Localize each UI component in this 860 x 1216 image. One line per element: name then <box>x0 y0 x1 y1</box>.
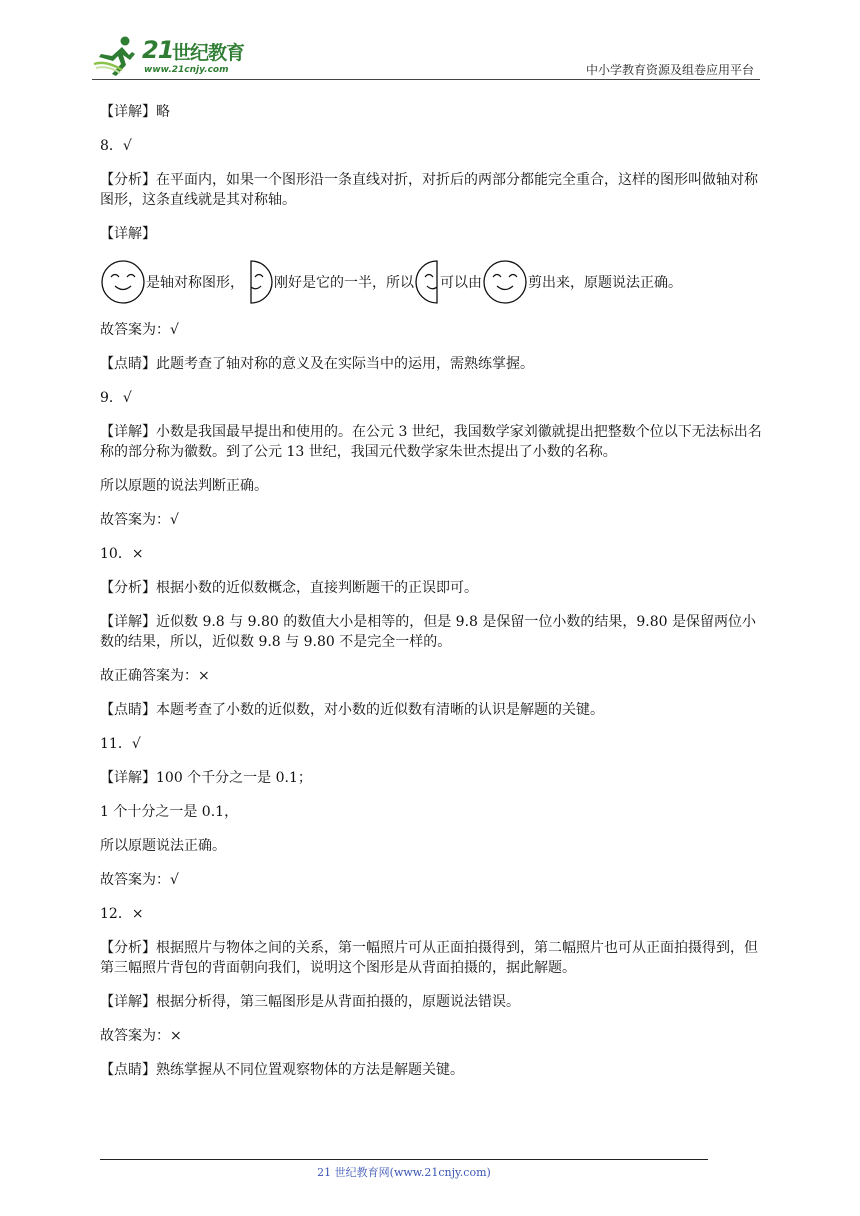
site-logo[interactable] <box>92 34 262 78</box>
page-header <box>92 30 760 80</box>
q11-number: 11．√ <box>100 736 141 752</box>
smiley-full-icon <box>482 259 528 305</box>
q7-detail: 【详解】略 <box>100 104 170 120</box>
q9-answer: 故答案为：√ <box>100 512 179 528</box>
q12-answer: 故答案为：× <box>100 1028 182 1044</box>
q8-fig-text-1: 是轴对称图形， <box>146 275 244 291</box>
smiley-full-icon <box>100 259 146 305</box>
q10-detail: 【详解】近似数 9.8 与 9.80 的数值大小是相等的，但是 9.8 是保留一位小数的结果，9.80 是保留两位小数的结果，所以，近似数 9.8 与 9.80 不是完全一样的。 <box>100 614 757 650</box>
q12-detail: 【详解】根据分析得，第三幅图形是从背面拍摄的，原题说法错误。 <box>100 994 520 1010</box>
q8-fig-text-3: 可以由 <box>440 275 482 291</box>
header-divider <box>92 79 760 80</box>
q11-detail: 【详解】100 个千分之一是 0.1； <box>100 770 312 786</box>
q9-conclusion: 所以原题的说法判断正确。 <box>100 478 268 494</box>
q8-figure-row <box>100 258 762 306</box>
q12-comment: 【点睛】熟练掌握从不同位置观察物体的方法是解题关键。 <box>100 1062 464 1078</box>
runner-logo-icon <box>92 34 142 78</box>
q8-answer: 故答案为：√ <box>100 322 179 338</box>
q8-fig-text-2: 刚好是它的一半，所以 <box>274 275 414 291</box>
q11-answer: 故答案为：√ <box>100 872 179 888</box>
q8-fig-text-4: 剪出来，原题说法正确。 <box>528 275 682 291</box>
header-platform-text: 中小学教育资源及组卷应用平台 <box>585 63 754 77</box>
answer-content <box>100 102 762 1094</box>
q8-analysis: 【分析】在平面内，如果一个图形沿一条直线对折，对折后的两部分都能完全重合，这样的图形叫做轴对称图形，这条直线就是其对称轴。 <box>100 172 758 208</box>
q8-detail-label: 【详解】 <box>100 226 156 242</box>
q10-comment: 【点睛】本题考查了小数的近似数，对小数的近似数有清晰的认识是解题的关键。 <box>100 702 604 718</box>
q11-conclusion: 所以原题说法正确。 <box>100 838 226 854</box>
q9-detail: 【详解】小数是我国最早提出和使用的。在公元 3 世纪，我国数学家刘徽就提出把整数个位以下无法标出名称的部分称为徽数。到了公元 13 世纪，我国元代数学家朱世杰提出了小数的名称。 <box>100 424 762 460</box>
q10-number: 10．× <box>100 546 144 562</box>
q10-analysis: 【分析】根据小数的近似数概念，直接判断题干的正误即可。 <box>100 580 478 596</box>
q9-number: 9．√ <box>100 390 132 406</box>
smiley-left-half-icon <box>414 259 440 305</box>
q12-analysis: 【分析】根据照片与物体之间的关系，第一幅照片可从正面拍摄得到，第二幅照片也可从正面拍摄得到，但第三幅照片背包的背面朝向我们，说明这个图形是从背面拍摄的，据此解题。 <box>100 940 758 976</box>
logo-url: www.21cnjy.com <box>144 65 229 75</box>
q12-number: 12．× <box>100 906 144 922</box>
q8-number: 8．√ <box>100 138 132 154</box>
footer-divider <box>100 1159 708 1160</box>
q9-block <box>100 422 762 496</box>
q10-answer: 故正确答案为：× <box>100 668 210 684</box>
smiley-right-half-icon <box>248 259 274 305</box>
logo-number: 21 <box>142 36 174 64</box>
footer-link[interactable]: 21 世纪教育网(www.21cnjy.com) <box>317 1166 491 1179</box>
q11-line2: 1 个十分之一是 0.1， <box>100 804 239 820</box>
logo-text: 世纪教育 <box>172 42 245 64</box>
q8-comment: 【点睛】此题考查了轴对称的意义及在实际当中的运用，需熟练掌握。 <box>100 356 534 372</box>
